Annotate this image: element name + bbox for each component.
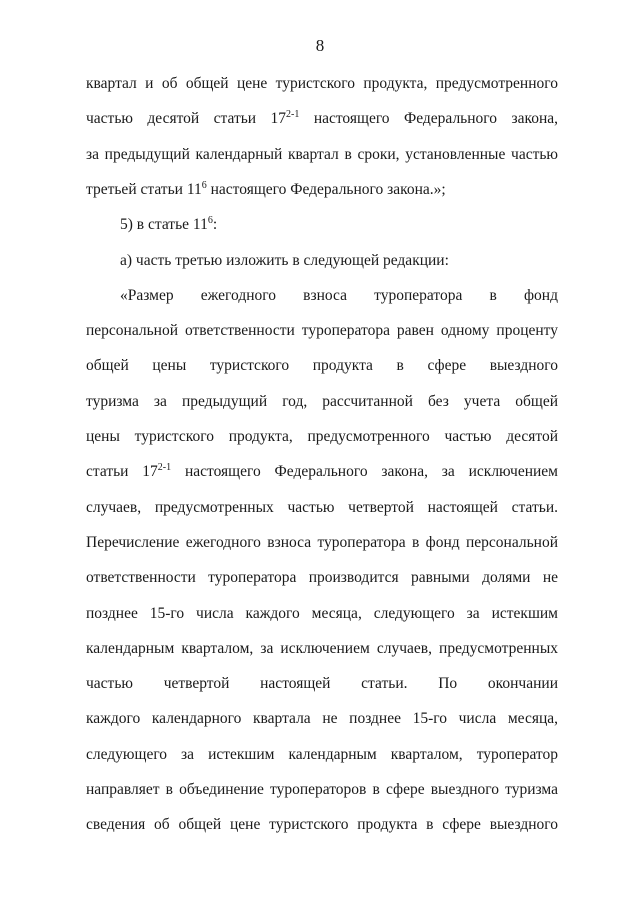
text-segment: позднее 15-го числа каждого месяца, следующего за истекшим [86,605,558,622]
text-segment: случаев, предусмотренных частью четвертой настоящей статьи. [86,499,558,516]
superscript: 6 [201,180,207,191]
text-line [86,745,558,765]
text-line [86,180,446,200]
text-line [86,709,558,729]
text-line [86,533,558,553]
text-line [86,109,558,129]
text-segment: третьей статьи 11 [86,181,202,198]
text-line [86,604,558,624]
text-line [86,145,558,165]
text-segment: статьи 17 [86,463,158,480]
text-segment: а) часть третью изложить в следующей редакции: [120,252,449,269]
text-line [86,780,558,800]
text-segment: за предыдущий календарный квартал в сроки, установленные частью [86,146,558,163]
text-line [120,215,217,235]
text-line [86,498,558,518]
text-segment: сведения об общей цене туристского продукта в сфере выездного [86,816,558,833]
text-segment: «Размер ежегодного взноса туроператора в фонд [120,287,558,304]
text-segment: общей цены туристского продукта в сфере выездного [86,357,558,374]
text-segment: частью четвертой настоящей статьи. По окончании [86,675,558,692]
text-line [86,74,558,94]
text-line [86,356,558,376]
text-segment: персональной ответственности туроператора равен одному проценту [86,322,558,339]
text-line [86,815,558,835]
superscript: 6 [207,215,213,226]
text-segment: туризма за предыдущий год, рассчитанной без учета общей [86,393,558,410]
text-line [86,427,558,447]
text-segment: следующего за истекшим календарным кварталом, туроператор [86,746,558,763]
text-line [86,462,558,482]
text-segment: ответственности туроператора производится равными долями не [86,569,558,586]
text-line [86,392,558,412]
text-segment: цены туристского продукта, предусмотренного частью десятой [86,428,558,445]
text-segment: : [212,216,218,233]
text-line [86,674,558,694]
text-line [86,568,558,588]
text-line [120,251,449,271]
text-segment: 5) в статье 11 [120,216,208,233]
text-segment: настоящего Федерального закона, за исключением [171,463,558,480]
superscript: 2-1 [286,109,300,120]
text-segment: каждого календарного квартала не позднее 15-го числа месяца, [86,710,558,727]
page-number: 8 [315,36,325,55]
text-segment: частью десятой статьи 17 [86,110,287,127]
text-line [86,639,558,659]
text-segment: календарным кварталом, за исключением случаев, предусмотренных [86,640,558,657]
text-segment: настоящего Федерального закона.»; [206,181,446,198]
text-line [120,286,558,306]
text-segment: квартал и об общей цене туристского продукта, предусмотренного [86,75,558,92]
text-segment: Перечисление ежегодного взноса туроператора в фонд персональной [86,534,558,551]
text-line [86,321,558,341]
superscript: 2-1 [157,462,172,473]
text-segment: настоящего Федерального закона, [299,110,558,127]
text-segment: направляет в объединение туроператоров в сфере выездного туризма [86,781,558,798]
